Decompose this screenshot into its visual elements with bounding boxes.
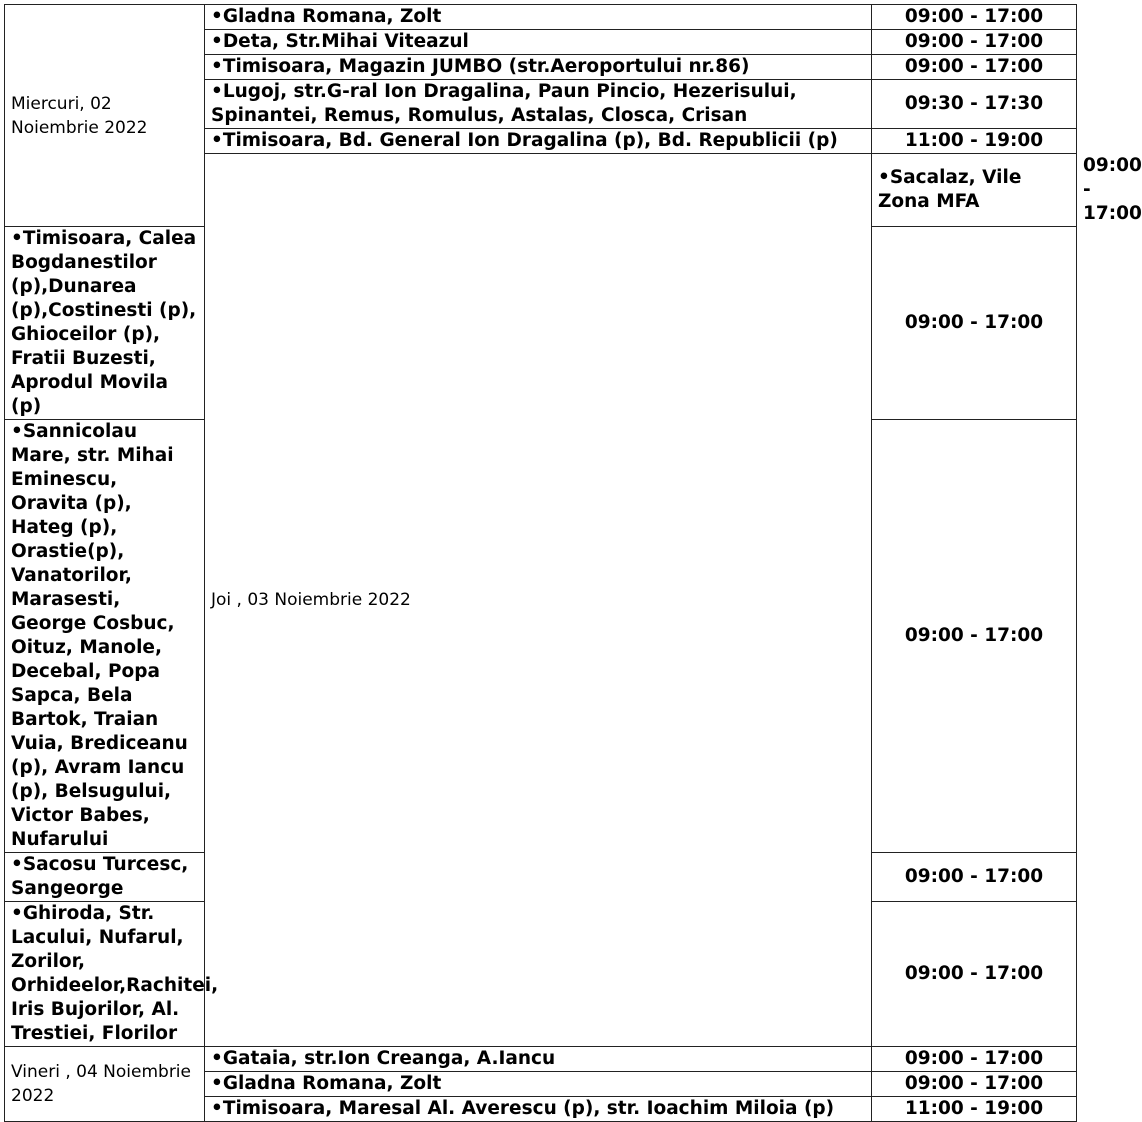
location-cell: •Sacalaz, Vile Zona MFA	[872, 154, 1077, 227]
location-cell: •Lugoj, str.G-ral Ion Dragalina, Paun Pincio, Hezerisului, Spinantei, Remus, Romulus, Astalas, Closca, Crisan	[205, 80, 872, 129]
table-row	[5, 5, 1077, 30]
time-cell: 09:00 - 17:00	[872, 1072, 1077, 1097]
table-row: Joi , 03 Noiembrie 2022 •Sacalaz, Vile Zona MFA 09:00 - 17:00	[5, 154, 1077, 227]
location-cell: •Gladna Romana, Zolt	[205, 5, 872, 30]
location-cell: •Gladna Romana, Zolt	[205, 1072, 872, 1097]
location-cell: •Timisoara, Calea Bogdanestilor (p),Dunarea (p),Costinesti (p), Ghioceilor (p), Fratii Buzesti, Aprodul Movila (p)	[5, 227, 205, 420]
location-cell: •Ghiroda, Str. Lacului, Nufarul, Zorilor, Orhideelor,Rachitei, Iris Bujorilor, Al. Trestiei, Florilor	[5, 902, 205, 1047]
day-cell: Vineri , 04 Noiembrie 2022	[5, 1047, 205, 1122]
time-cell: 09:00 - 17:00	[872, 30, 1077, 55]
time-cell: 09:00 - 17:00	[872, 420, 1077, 853]
time-cell: 11:00 - 19:00	[872, 1097, 1077, 1122]
time-cell: 09:30 - 17:30	[872, 80, 1077, 129]
location-cell: •Deta, Str.Mihai Viteazul	[205, 30, 872, 55]
time-cell: 09:00 - 17:00	[872, 55, 1077, 80]
table-row	[5, 1047, 1077, 1072]
location-cell: •Timisoara, Bd. General Ion Dragalina (p), Bd. Republicii (p)	[205, 129, 872, 154]
time-cell: 09:00 - 17:00	[872, 5, 1077, 30]
location-cell: •Timisoara, Magazin JUMBO (str.Aeroportului nr.86)	[205, 55, 872, 80]
time-cell: 09:00 - 17:00	[872, 1047, 1077, 1072]
schedule-table	[4, 4, 1142, 1122]
location-cell: •Sannicolau Mare, str. Mihai Eminescu, Oravita (p), Hateg (p), Orastie(p), Vanatorilor, Marasesti, George Cosbuc, Oituz, Manole, Decebal, Popa Sapca, Bela Bartok, Traian Vuia, Brediceanu (p), Avram Iancu (p), Belsugului, Victor Babes, Nufarului	[5, 420, 205, 853]
time-cell: 09:00 - 17:00	[872, 227, 1077, 420]
time-cell: 11:00 - 19:00	[872, 129, 1077, 154]
day-cell: Miercuri, 02 Noiembrie 2022	[5, 5, 205, 227]
day-cell: Joi , 03 Noiembrie 2022	[205, 154, 872, 1047]
location-cell: •Sacosu Turcesc, Sangeorge	[5, 853, 205, 902]
location-cell: •Gataia, str.Ion Creanga, A.Iancu	[205, 1047, 872, 1072]
location-cell: •Timisoara, Maresal Al. Averescu (p), str. Ioachim Miloia (p)	[205, 1097, 872, 1122]
time-cell: 09:00 - 17:00	[872, 853, 1077, 902]
time-cell: 09:00 - 17:00	[872, 902, 1077, 1047]
